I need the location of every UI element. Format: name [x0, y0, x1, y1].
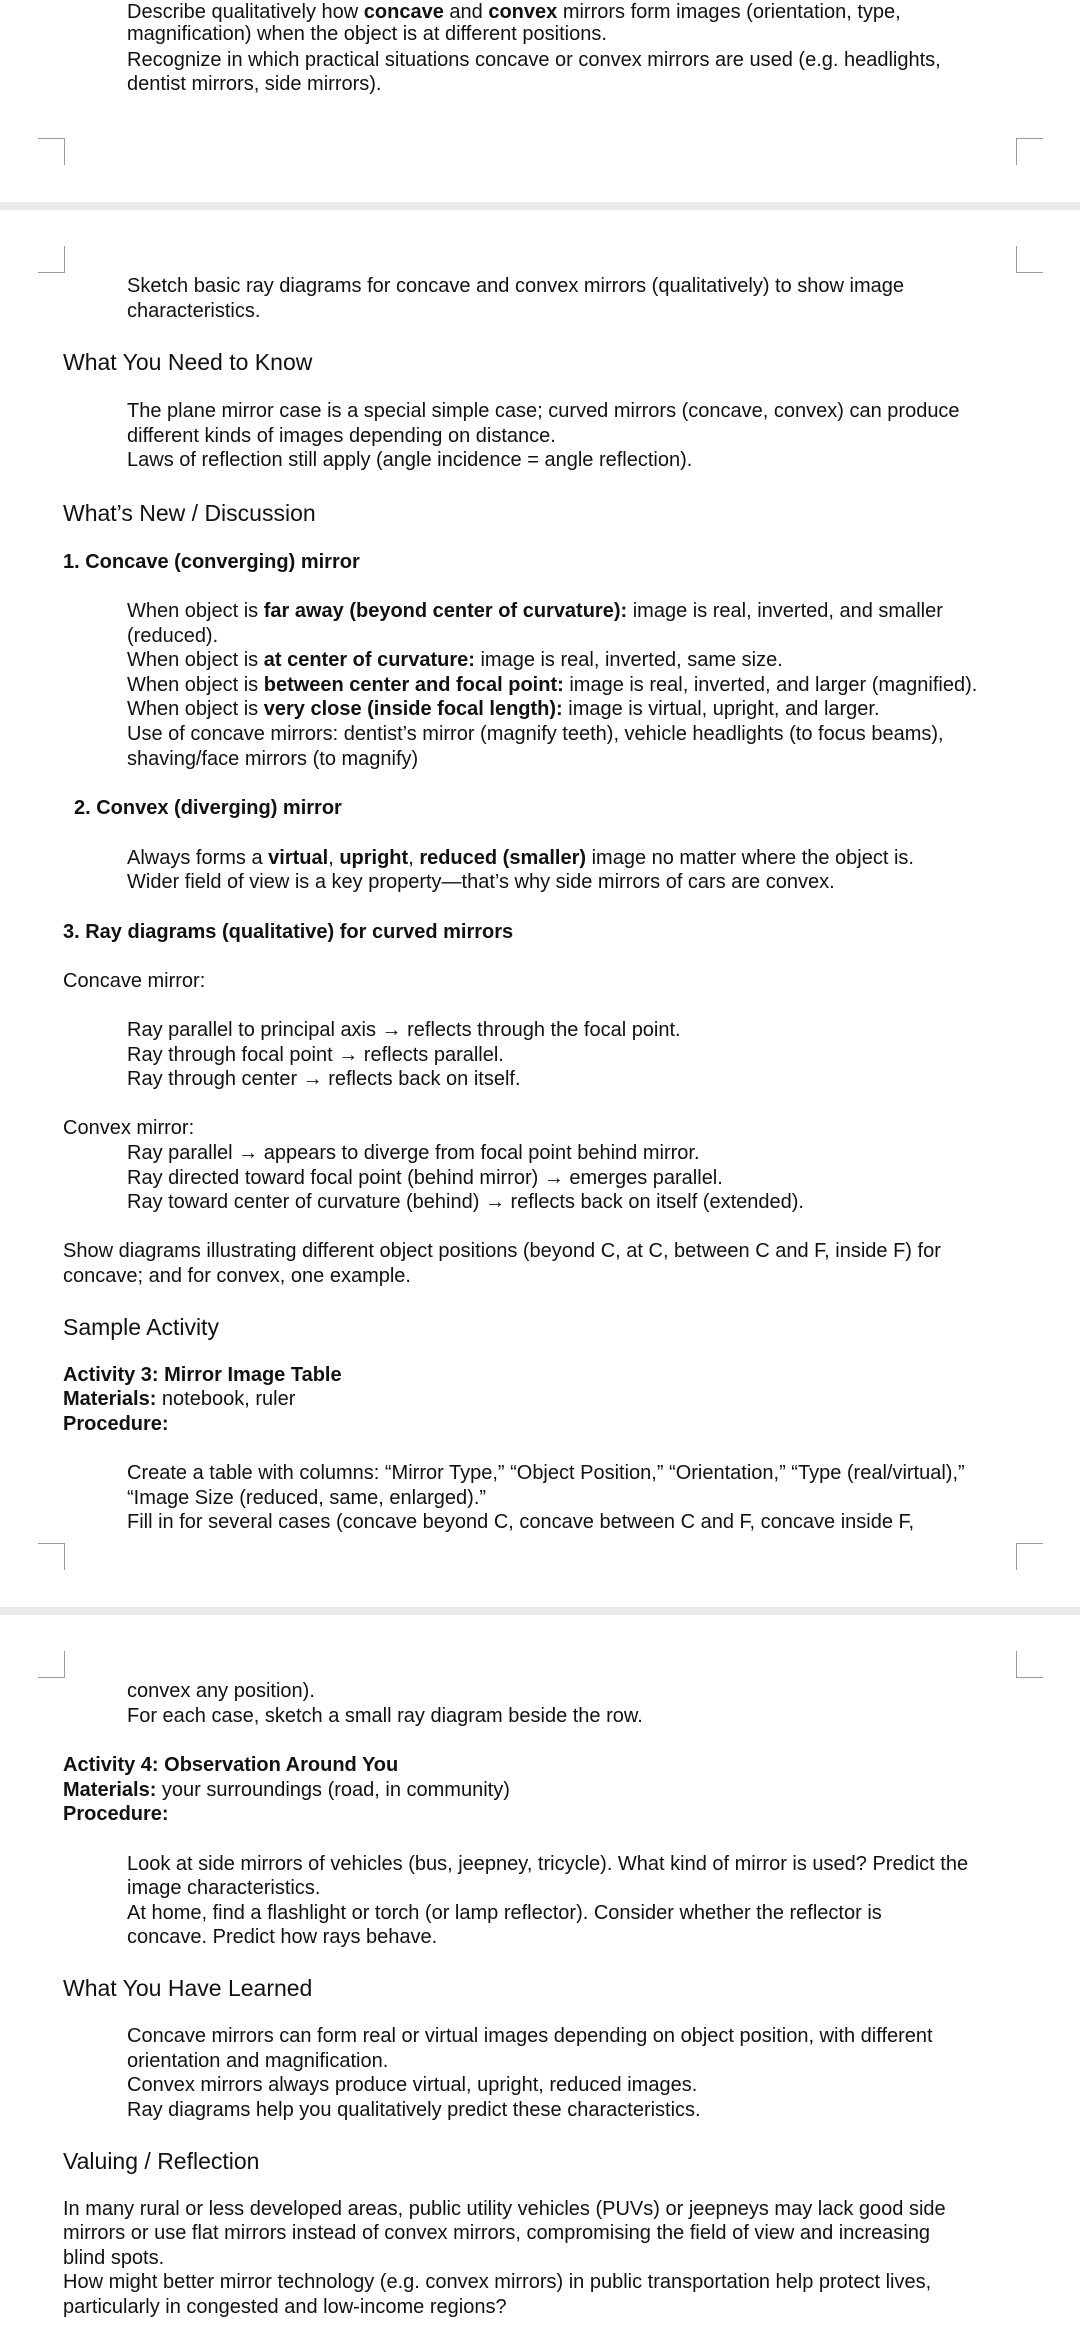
section-heading-need-to-know: What You Need to Know [63, 349, 313, 375]
body-line: Show diagrams illustrating different object positions (beyond C, at C, between C and F, inside F) for [63, 1240, 941, 1262]
body-line: Laws of reflection still apply (angle incidence = angle reflection). [127, 449, 693, 471]
page-corner-mark [38, 138, 65, 165]
section-heading-discussion: What’s New / Discussion [63, 500, 316, 526]
subheading-convex: 2. Convex (diverging) mirror [74, 797, 342, 819]
materials-line: Materials: your surroundings (road, in community) [63, 1779, 510, 1801]
objective-line: dentist mirrors, side mirrors). [127, 73, 382, 95]
procedure-label: Procedure: [63, 1413, 169, 1435]
procedure-line: concave. Predict how rays behave. [127, 1926, 438, 1948]
subheading-concave: 1. Concave (converging) mirror [63, 551, 360, 573]
body-line: How might better mirror technology (e.g. convex mirrors) in public transportation help protect lives, [63, 2271, 932, 2293]
list-item: When object is very close (inside focal length): image is virtual, upright, and larger. [127, 698, 880, 720]
ray-rule: Ray through center → reflects back on itself. [127, 1068, 521, 1090]
body-line: blind spots. [63, 2247, 165, 2269]
subheading-ray-diagrams: 3. Ray diagrams (qualitative) for curved mirrors [63, 921, 514, 943]
document-page-1 [0, 0, 1080, 202]
body-line: shaving/face mirrors (to magnify) [127, 748, 419, 770]
body-line: In many rural or less developed areas, public utility vehicles (PUVs) or jeepneys may lack good side [63, 2198, 946, 2220]
ray-rule: Ray parallel to principal axis → reflects through the focal point. [127, 1019, 681, 1041]
procedure-line: Create a table with columns: “Mirror Type,” “Object Position,” “Orientation,” “Type (real/virtual),” [127, 1462, 965, 1484]
label-concave-mirror: Concave mirror: [63, 970, 206, 992]
list-item: When object is at center of curvature: image is real, inverted, same size. [127, 649, 783, 671]
materials-line: Materials: notebook, ruler [63, 1388, 296, 1410]
page-corner-mark [1016, 1651, 1043, 1678]
procedure-line: Fill in for several cases (concave beyond C, concave between C and F, concave inside F, [127, 1511, 915, 1533]
ray-rule: Ray parallel → appears to diverge from focal point behind mirror. [127, 1142, 700, 1164]
activity-title: Activity 3: Mirror Image Table [63, 1364, 342, 1386]
page-corner-mark [38, 1543, 65, 1570]
objective-line: Sketch basic ray diagrams for concave and convex mirrors (qualitatively) to show image [127, 275, 904, 297]
objective-line: magnification) when the object is at different positions. [127, 23, 607, 45]
document-page-3 [0, 1615, 1080, 2347]
body-line: The plane mirror case is a special simple case; curved mirrors (concave, convex) can produce [127, 400, 960, 422]
procedure-line: image characteristics. [127, 1877, 321, 1899]
section-heading-reflection: Valuing / Reflection [63, 2148, 260, 2174]
page-corner-mark [38, 1651, 65, 1678]
section-heading-sample-activity: Sample Activity [63, 1314, 219, 1340]
body-line: Convex mirrors always produce virtual, upright, reduced images. [127, 2074, 698, 2096]
body-line: orientation and magnification. [127, 2050, 389, 2072]
list-item-continuation: (reduced). [127, 625, 219, 647]
label-convex-mirror: Convex mirror: [63, 1117, 195, 1139]
ray-rule: Ray through focal point → reflects parallel. [127, 1044, 504, 1066]
objective-line: characteristics. [127, 300, 261, 322]
ray-rule: Ray directed toward focal point (behind mirror) → emerges parallel. [127, 1167, 723, 1189]
body-line: Wider field of view is a key property—that’s why side mirrors of cars are convex. [127, 871, 835, 893]
procedure-line: At home, find a flashlight or torch (or lamp reflector). Consider whether the reflector is [127, 1902, 882, 1924]
procedure-line: convex any position). [127, 1680, 315, 1702]
body-line: Ray diagrams help you qualitatively predict these characteristics. [127, 2099, 701, 2121]
body-line: different kinds of images depending on distance. [127, 425, 556, 447]
body-line: concave; and for convex, one example. [63, 1265, 411, 1287]
objective-line: Recognize in which practical situations concave or convex mirrors are used (e.g. headlights, [127, 49, 941, 71]
activity-title: Activity 4: Observation Around You [63, 1754, 399, 1776]
page-corner-mark [1016, 246, 1043, 273]
procedure-line: Look at side mirrors of vehicles (bus, jeepney, tricycle). What kind of mirror is used? Predict the [127, 1853, 969, 1875]
ray-rule: Ray toward center of curvature (behind) → reflects back on itself (extended). [127, 1191, 804, 1213]
procedure-line: “Image Size (reduced, same, enlarged).” [127, 1487, 487, 1509]
body-line: Use of concave mirrors: dentist’s mirror (magnify teeth), vehicle headlights (to focus beams), [127, 723, 944, 745]
body-line: particularly in congested and low-income regions? [63, 2296, 507, 2318]
page-corner-mark [1016, 138, 1043, 165]
list-item: When object is between center and focal point: image is real, inverted, and larger (magnified). [127, 674, 978, 696]
objective-line: Describe qualitatively how concave and convex mirrors form images (orientation, type, [127, 1, 901, 23]
page-corner-mark [1016, 1543, 1043, 1570]
body-line: mirrors or use flat mirrors instead of convex mirrors, compromising the field of view and increasing [63, 2222, 930, 2244]
body-line: Always forms a virtual, upright, reduced (smaller) image no matter where the object is. [127, 847, 914, 869]
page-corner-mark [38, 246, 65, 273]
procedure-label: Procedure: [63, 1803, 169, 1825]
procedure-line: For each case, sketch a small ray diagram beside the row. [127, 1705, 643, 1727]
document-page-2 [0, 210, 1080, 1607]
body-line: Concave mirrors can form real or virtual images depending on object position, with different [127, 2025, 933, 2047]
list-item: When object is far away (beyond center of curvature): image is real, inverted, and smaller [127, 600, 943, 622]
section-heading-learned: What You Have Learned [63, 1975, 313, 2001]
